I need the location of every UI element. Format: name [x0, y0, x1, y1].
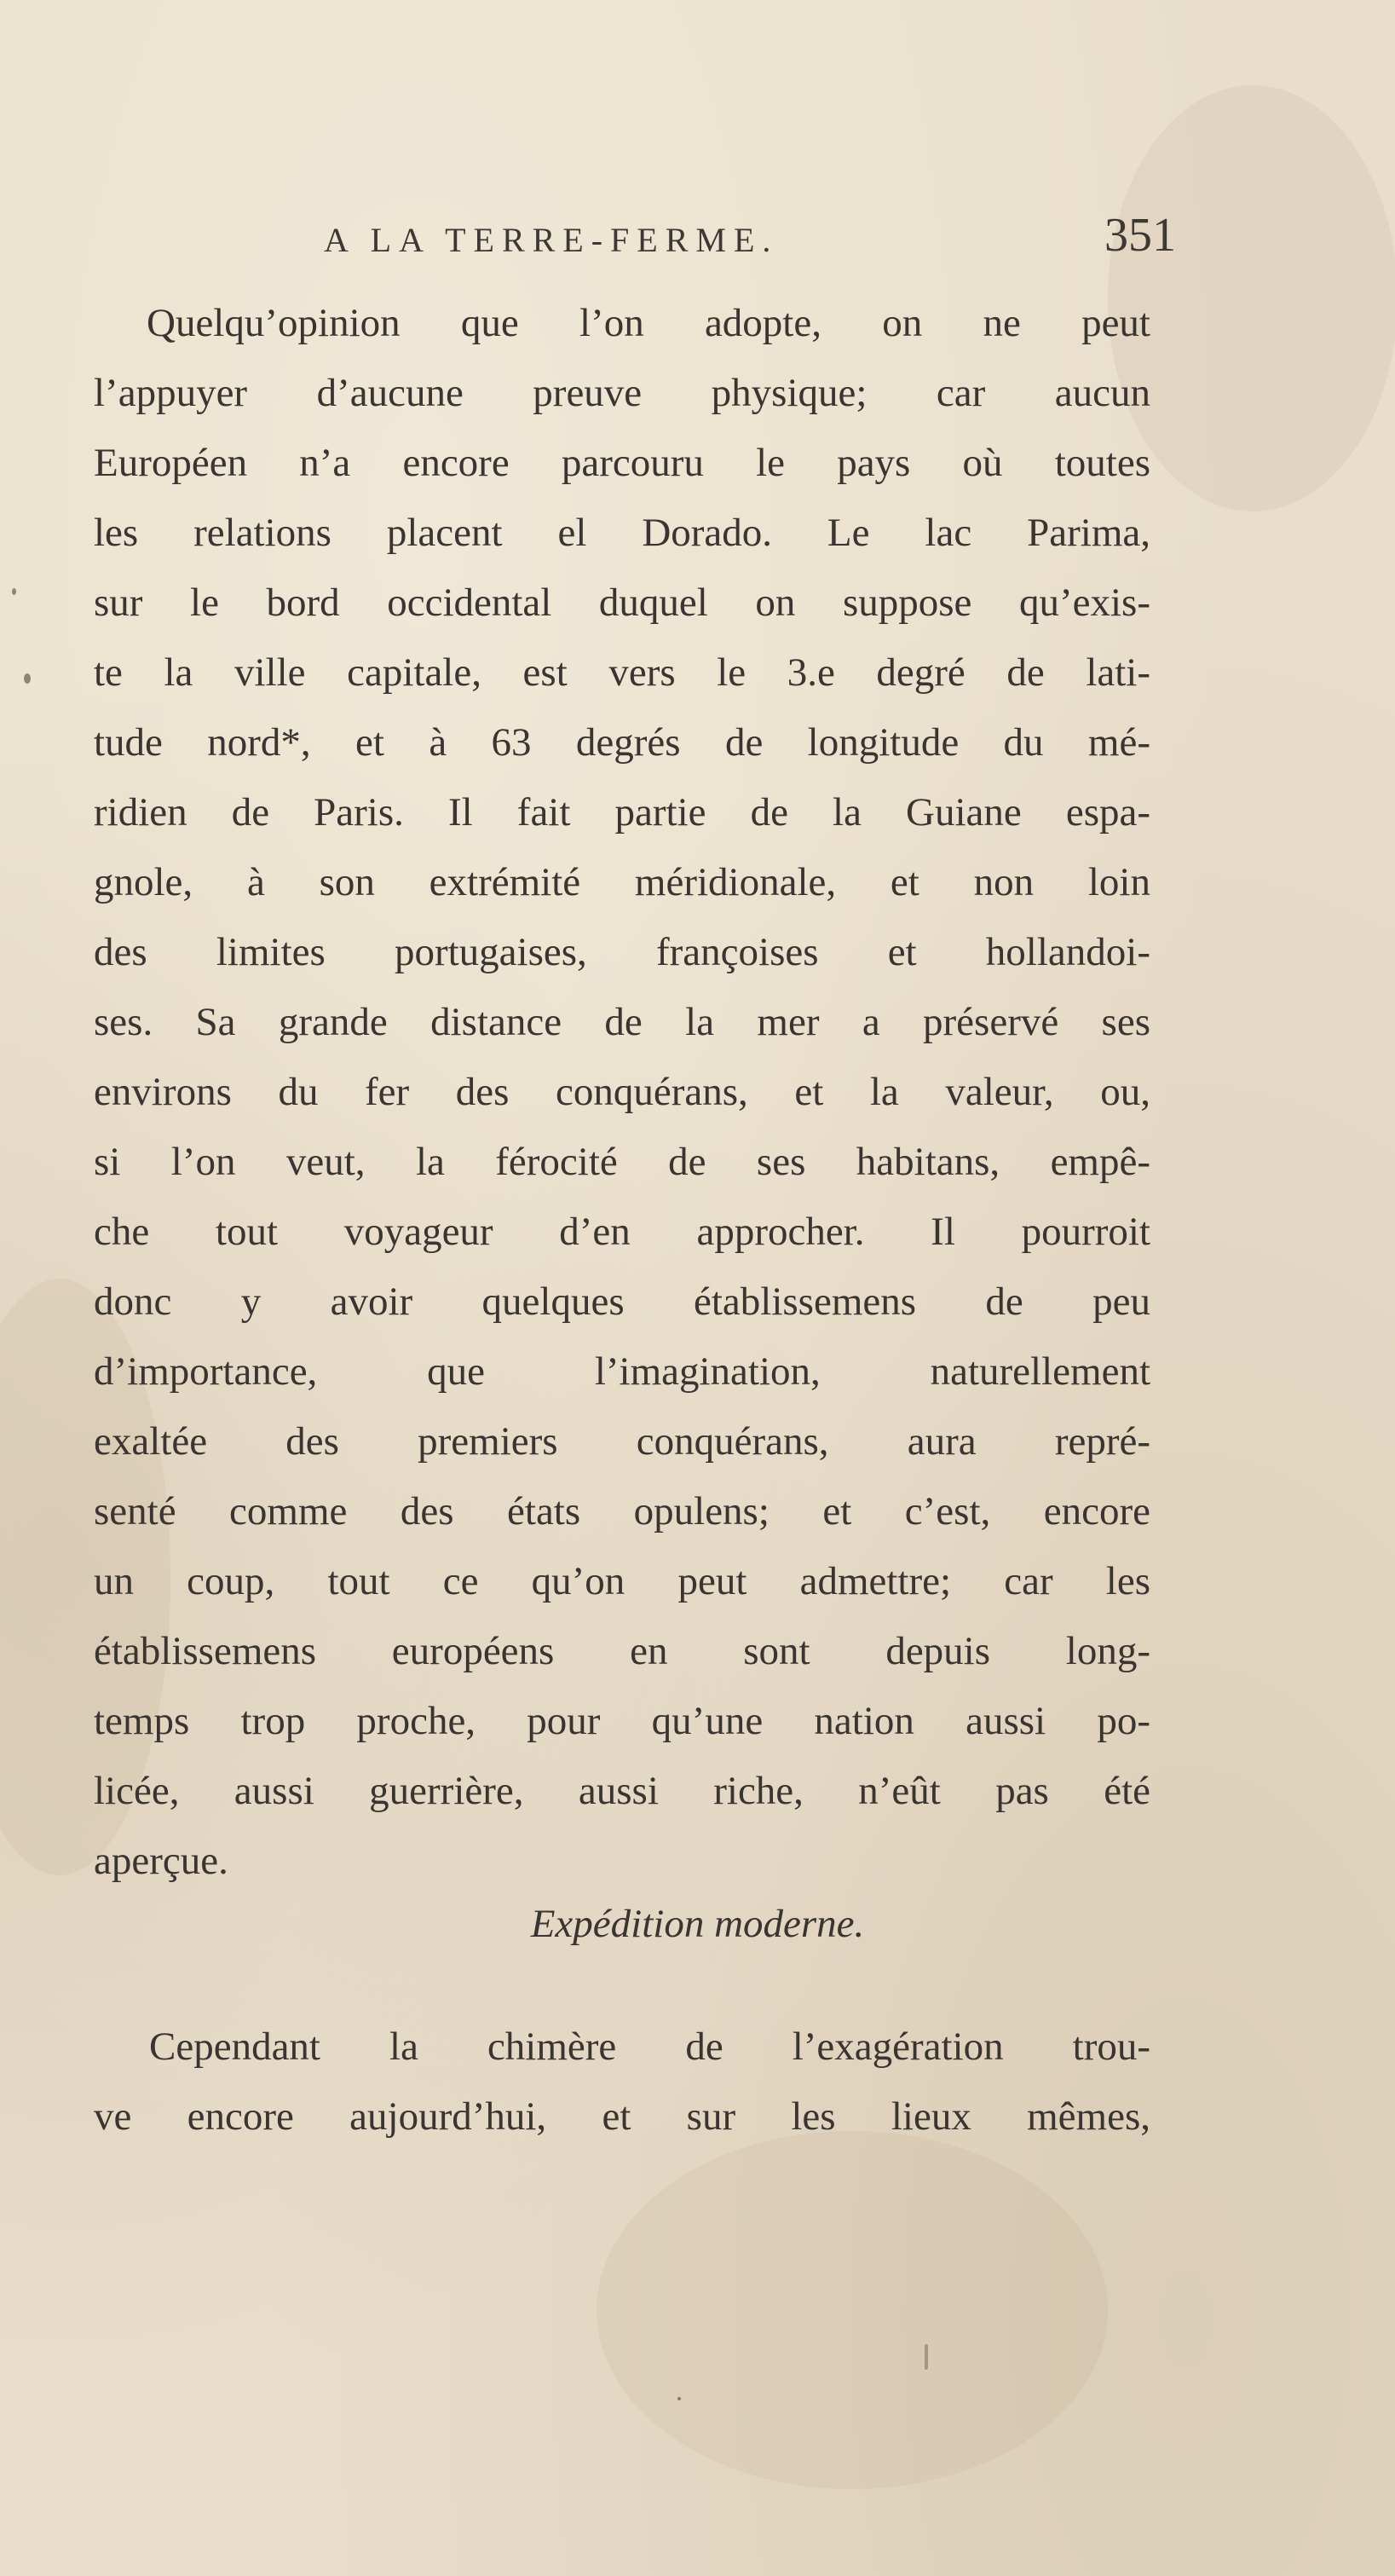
paper-speck	[12, 588, 16, 595]
text-line: si l’on veut, la férocité de ses habitans, empê-	[94, 1140, 1150, 1184]
paper-stain	[597, 2131, 1108, 2489]
text-line: donc y avoir quelques établissemens de peu	[94, 1279, 1150, 1324]
page-number: 351	[1104, 209, 1176, 262]
section-title: Expédition moderne.	[530, 1902, 865, 1946]
text-line: les relations placent el Dorado. Le lac Parima,	[94, 511, 1150, 555]
text-line: senté comme des états opulens; et c’est, encore	[94, 1489, 1150, 1533]
text-line: licée, aussi guerrière, aussi riche, n’eût pas été	[94, 1769, 1150, 1813]
text-line: aperçue.	[94, 1839, 228, 1883]
text-line: l’appuyer d’aucune preuve physique; car aucun	[94, 371, 1150, 415]
text-line: tude nord*, et à 63 degrés de longitude du mé-	[94, 720, 1150, 765]
text-line: des limites portugaises, françoises et hollandoi-	[94, 930, 1150, 974]
paper-speck	[925, 2344, 928, 2370]
text-line: gnole, à son extrémité méridionale, et non loin	[94, 860, 1150, 904]
section-paragraph	[94, 2012, 1150, 2151]
text-line: un coup, tout ce qu’on peut admettre; car les	[94, 1559, 1150, 1603]
text-line: Européen n’a encore parcouru le pays où toutes	[94, 441, 1150, 485]
paper-speck	[677, 2397, 681, 2400]
text-line: che tout voyageur d’en approcher. Il pourroit	[94, 1210, 1150, 1254]
paper-speck	[24, 673, 31, 684]
text-line: exaltée des premiers conquérans, aura repré-	[94, 1419, 1150, 1464]
text-line: ve encore aujourd’hui, et sur les lieux mêmes,	[94, 2094, 1150, 2139]
text-line: Cependant la chimère de l’exagération trou-	[149, 2024, 1150, 2069]
text-line: Quelqu’opinion que l’on adopte, on ne peut	[147, 301, 1150, 345]
page-header	[324, 205, 1176, 273]
text-line: temps trop proche, pour qu’une nation aussi po-	[94, 1699, 1150, 1743]
text-line: d’importance, que l’imagination, naturellement	[94, 1349, 1150, 1394]
text-line: environs du fer des conquérans, et la valeur, ou,	[94, 1070, 1150, 1114]
paper-stain	[1108, 85, 1395, 511]
running-head: A LA TERRE-FERME.	[324, 221, 779, 259]
text-line: établissemens européens en sont depuis long-	[94, 1629, 1150, 1673]
text-line: sur le bord occidental duquel on suppose qu’exis-	[94, 580, 1150, 625]
text-line: te la ville capitale, est vers le 3.e degré de lati-	[94, 650, 1150, 695]
text-line: ridien de Paris. Il fait partie de la Guiane espa-	[94, 790, 1150, 835]
text-line: ses. Sa grande distance de la mer a préservé ses	[94, 1000, 1150, 1044]
body-paragraph	[94, 288, 1150, 1896]
